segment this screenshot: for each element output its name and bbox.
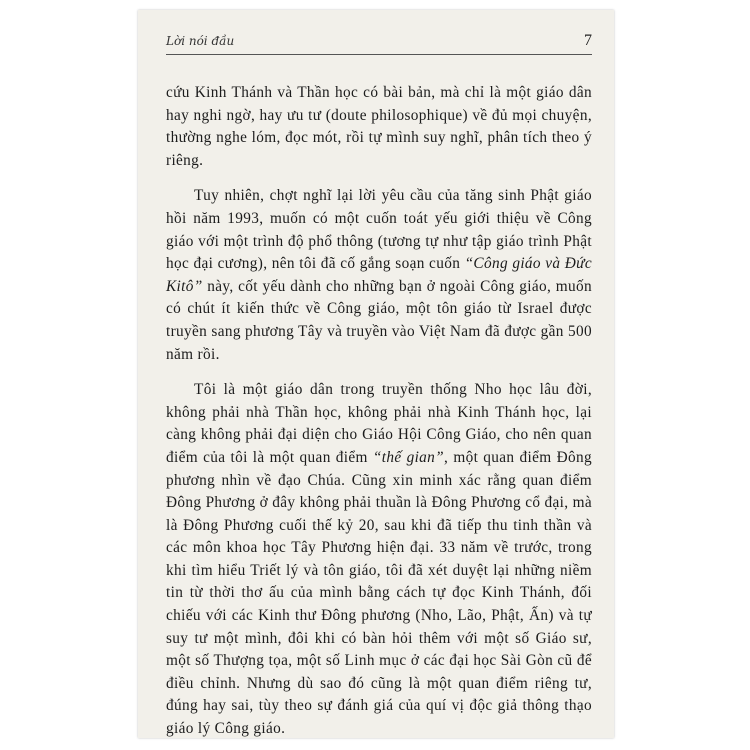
paragraph-3-text-before: Tôi là một giáo dân trong truyền thống Nho học lâu đời, không phải nhà Thần học, không phải nhà Kinh Thánh học, lại càng không phải đại diện cho Giáo Hội Công Giáo, cho nên quan điểm của tôi là một quan điểm bbox=[166, 381, 592, 466]
paragraph-3 bbox=[166, 379, 592, 738]
paragraph-2-text-before: Tuy nhiên, chợt nghĩ lại lời yêu cầu của tăng sinh Phật giáo hồi năm 1993, muốn có một cuốn toát yếu giới thiệu về Công giáo với một trình độ phổ thông (tương tự như tập giáo trình Phật học đại cương), nên tôi đã cố gắng soạn cuốn bbox=[166, 187, 592, 273]
paragraph-2 bbox=[166, 185, 592, 366]
paragraph-3-text-after: , một quan điểm Đông phương nhìn về đạo Chúa. Cũng xin minh xác rằng quan điểm Đông Phương ở đây không phải thuần là Đông Phương cổ đại, mà là Đông Phương cuối thế kỷ 20, sau khi đã tiếp thu tinh thần và các môn khoa học Tây Phương hiện đại. 33 năm về trước, trong khi tìm hiểu Triết lý và tôn giáo, tôi đã xét duyệt lại những niềm tin từ thời thơ ấu của mình bằng cách tự đọc Kinh Thánh, đối chiếu với các Kinh thư Đông phương (Nho, Lão, Phật, Ấn) và tự suy tư một mình, đôi khi có bàn hỏi thêm với một số Giáo sư, một số Thượng tọa, một số Linh mục ở các đại học Sài Gòn cũ để điều chỉnh. Nhưng dù sao đó cũng là một quan điểm riêng tư, đúng hay sai, tùy theo sự đánh giá của quí vị độc giả thông thạo giáo lý Công giáo. bbox=[166, 448, 592, 738]
paragraph-1-text: cứu Kinh Thánh và Thần học có bài bản, mà chỉ là một giáo dân hay nghi ngờ, hay ưu tư (doute philosophique) về đủ mọi chuyện, thường nghe lóm, đọc mót, rồi tự mình suy nghĩ, phân tích theo ý riêng. bbox=[166, 84, 592, 169]
chapter-title: Lời nói đầu bbox=[166, 34, 235, 48]
running-header bbox=[166, 32, 592, 55]
body-text bbox=[166, 82, 592, 738]
page-number: 7 bbox=[584, 32, 592, 49]
paragraph-1 bbox=[166, 82, 592, 172]
book-page bbox=[138, 10, 614, 738]
paragraph-2-text-after: này, cốt yếu dành cho những bạn ở ngoài Công giáo, muốn có chút ít kiến thức về Công giáo, một tôn giáo từ Israel được truyền sang phương Tây và truyền vào Việt Nam đã được gần 500 năm rồi. bbox=[166, 277, 592, 363]
the-gian-emphasis: “thế gian” bbox=[372, 448, 445, 466]
book-title-emphasis: “Công giáo và Đức Kitô” bbox=[166, 255, 592, 295]
